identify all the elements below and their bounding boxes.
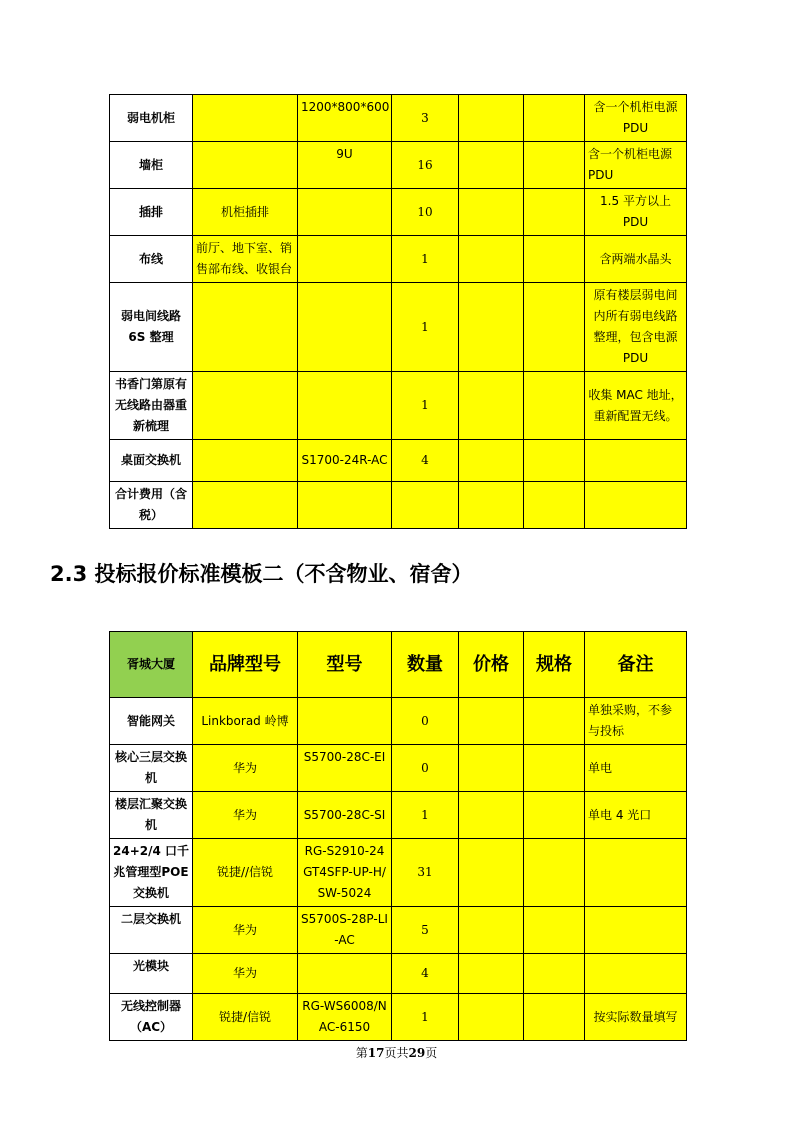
row-spec (524, 907, 585, 954)
header-spec: 规格 (524, 632, 585, 698)
current-page-number: 17 (367, 1046, 385, 1060)
row-name: 智能网关 (110, 698, 193, 745)
row-qty: 1 (392, 372, 459, 440)
row-spec (524, 142, 585, 189)
row-spec (524, 839, 585, 907)
row-spec (524, 994, 585, 1041)
header-brand: 品牌型号 (193, 632, 298, 698)
row-name: 光模块 (110, 954, 193, 994)
row-note (585, 440, 687, 482)
row-model (298, 698, 392, 745)
table-row (110, 482, 687, 529)
table-row (110, 954, 687, 994)
row-qty: 16 (392, 142, 459, 189)
row-price (459, 482, 524, 529)
row-note (585, 839, 687, 907)
table-header-row (110, 632, 687, 698)
row-brand: Linkborad 岭博 (193, 698, 298, 745)
row-spec (524, 698, 585, 745)
row-qty: 31 (392, 839, 459, 907)
row-brand (193, 372, 298, 440)
row-qty: 4 (392, 440, 459, 482)
table-row (110, 907, 687, 954)
row-brand: 华为 (193, 954, 298, 994)
row-spec (524, 440, 585, 482)
row-note: 原有楼层弱电间内所有弱电线路整理，包含电源 PDU (585, 283, 687, 372)
row-name: 弱电间线路6S 整理 (110, 283, 193, 372)
row-model: 1200*800*600 (298, 95, 392, 142)
row-price (459, 792, 524, 839)
table-row (110, 440, 687, 482)
row-qty: 3 (392, 95, 459, 142)
row-spec (524, 189, 585, 236)
row-qty: 1 (392, 792, 459, 839)
row-brand: 锐捷//信锐 (193, 839, 298, 907)
row-model: S1700-24R-AC (298, 440, 392, 482)
row-name: 楼层汇聚交换机 (110, 792, 193, 839)
row-model: 9U (298, 142, 392, 189)
row-note: 含一个机柜电源PDU (585, 95, 687, 142)
row-qty: 1 (392, 236, 459, 283)
quotation-table-1 (109, 94, 687, 529)
row-note: 单独采购，不参与投标 (585, 698, 687, 745)
row-name: 布线 (110, 236, 193, 283)
row-price (459, 954, 524, 994)
row-spec (524, 792, 585, 839)
row-model: RG-WS6008/NAC-6150 (298, 994, 392, 1041)
row-price (459, 907, 524, 954)
row-note (585, 954, 687, 994)
row-name: 弱电机柜 (110, 95, 193, 142)
row-model: S5700S-28P-LI-AC (298, 907, 392, 954)
header-model: 型号 (298, 632, 392, 698)
row-price (459, 189, 524, 236)
row-price (459, 839, 524, 907)
table-row (110, 839, 687, 907)
table-row (110, 236, 687, 283)
row-brand: 前厅、地下室、销售部布线、收银台 (193, 236, 298, 283)
row-price (459, 698, 524, 745)
row-note: 单电 (585, 745, 687, 792)
row-brand: 华为 (193, 745, 298, 792)
row-spec (524, 236, 585, 283)
row-model (298, 954, 392, 994)
header-note: 备注 (585, 632, 687, 698)
row-price (459, 745, 524, 792)
row-price (459, 372, 524, 440)
row-note: 含两端水晶头 (585, 236, 687, 283)
row-note: 收集 MAC 地址，重新配置无线。 (585, 372, 687, 440)
row-note (585, 907, 687, 954)
table-row (110, 95, 687, 142)
row-note (585, 482, 687, 529)
table-row (110, 189, 687, 236)
row-price (459, 283, 524, 372)
table-row (110, 283, 687, 372)
row-name: 桌面交换机 (110, 440, 193, 482)
row-spec (524, 95, 585, 142)
row-brand: 锐捷/信锐 (193, 994, 298, 1041)
total-page-number: 29 (408, 1046, 426, 1060)
total-label: 合计费用（含税） (110, 482, 193, 529)
row-price (459, 236, 524, 283)
section-heading: 2.3 投标报价标准模板二（不含物业、宿舍） (50, 562, 473, 586)
row-spec (524, 372, 585, 440)
table-row (110, 372, 687, 440)
row-model: S5700-28C-EI (298, 745, 392, 792)
table-row (110, 792, 687, 839)
header-building: 胥城大厦 (110, 632, 193, 698)
table-row (110, 745, 687, 792)
row-price (459, 95, 524, 142)
row-qty: 0 (392, 698, 459, 745)
row-price (459, 994, 524, 1041)
row-name: 二层交换机 (110, 907, 193, 954)
row-qty: 1 (392, 283, 459, 372)
table-row (110, 698, 687, 745)
row-price (459, 142, 524, 189)
footer-prefix: 第 (355, 1046, 368, 1060)
row-note: 按实际数量填写 (585, 994, 687, 1041)
table-row (110, 142, 687, 189)
row-model: RG-S2910-24GT4SFP-UP-H/SW-5024 (298, 839, 392, 907)
page-footer (0, 1044, 793, 1061)
footer-middle: 页共 (384, 1046, 409, 1060)
row-spec (524, 482, 585, 529)
row-model (298, 189, 392, 236)
row-note: 含一个机柜电源PDU (585, 142, 687, 189)
row-note: 1.5 平方以上PDU (585, 189, 687, 236)
row-price (459, 440, 524, 482)
row-brand (193, 142, 298, 189)
row-qty (392, 482, 459, 529)
row-qty: 10 (392, 189, 459, 236)
row-brand (193, 482, 298, 529)
row-model (298, 482, 392, 529)
row-brand: 华为 (193, 907, 298, 954)
row-qty: 1 (392, 994, 459, 1041)
row-name: 24+2/4 口千兆管理型POE 交换机 (110, 839, 193, 907)
row-note: 单电 4 光口 (585, 792, 687, 839)
quotation-table-2 (109, 631, 687, 1041)
row-name: 无线控制器（AC） (110, 994, 193, 1041)
row-qty: 5 (392, 907, 459, 954)
row-model: S5700-28C-SI (298, 792, 392, 839)
row-brand (193, 95, 298, 142)
header-qty: 数量 (392, 632, 459, 698)
row-model (298, 283, 392, 372)
row-spec (524, 745, 585, 792)
row-qty: 4 (392, 954, 459, 994)
row-name: 墙柜 (110, 142, 193, 189)
header-price: 价格 (459, 632, 524, 698)
table-row (110, 994, 687, 1041)
row-brand (193, 283, 298, 372)
row-spec (524, 954, 585, 994)
row-qty: 0 (392, 745, 459, 792)
footer-suffix: 页 (425, 1046, 438, 1060)
row-model (298, 236, 392, 283)
row-name: 核心三层交换机 (110, 745, 193, 792)
row-brand: 华为 (193, 792, 298, 839)
row-name: 书香门第原有无线路由器重新梳理 (110, 372, 193, 440)
row-spec (524, 283, 585, 372)
row-brand: 机柜插排 (193, 189, 298, 236)
row-brand (193, 440, 298, 482)
row-name: 插排 (110, 189, 193, 236)
row-model (298, 372, 392, 440)
